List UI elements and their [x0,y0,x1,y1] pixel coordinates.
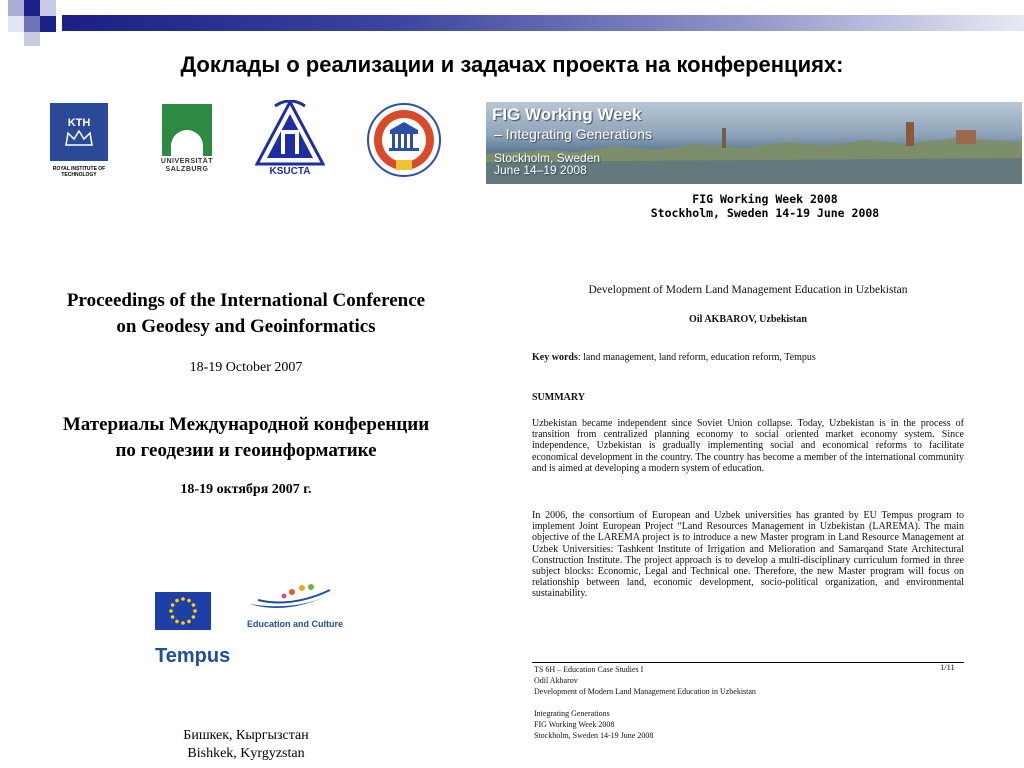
proceedings-title-en [20,288,472,340]
deco-square [24,16,40,32]
footer-rule [532,662,964,663]
footer-line: TS 6H – Education Case Studies I [534,665,644,674]
footer-line: FIG Working Week 2008 [534,720,615,729]
proceedings-title-ru [20,412,472,464]
education-culture-label: Education and Culture [247,619,344,629]
footer-line: Integrating Generations [534,709,610,718]
header-bar [62,15,1024,31]
salzburg-caption-line1: UNIVERSITÄT [160,158,214,165]
deco-square [40,16,56,32]
proceedings-title-ru-line2: по геодезии и геоинформатике [115,440,377,461]
fig-banner-city: Stockholm, Sweden [494,151,601,165]
salzburg-caption [155,158,219,174]
paper-author: Oil AKBAROV, Uzbekistan [689,314,807,325]
fig-banner-location [494,152,600,176]
city-ru: Бишкек, Кыргызстан [183,728,309,743]
fig-caption-line2: Stockholm, Sweden 14-19 June 2008 [650,206,880,220]
proceedings-date-en: 18-19 October 2007 [189,360,303,375]
university-emblem-icon [366,102,442,178]
fig-banner-subtitle: – Integrating Generations [494,126,652,142]
eu-flag-icon [155,592,211,630]
fig-banner-dates: June 14–19 2008 [494,163,587,177]
paper-title: Development of Modern Land Management Education in Uzbekistan [588,284,908,296]
summary-paragraph-2: In 2006, the consortium of European and Uzbek universities has granted by EU Tempus program to implement Joint European Project “Land Resources Management in Uzbekistan (LAREMA). The main objective of the LAREMA project is to introduce a new Master program in Land Resource Management at Uzbek Universities: Tashkent Institute of Irrigation and Melioration and Samarqand State Architectural Construction Institute. The project approach is to develop a multi-disciplinary curriculum formed in three subject blocks: Economic, Legal and Technical one. Therefore, the new Master program will focus on relationship between land, economic development, socio-political organization, and environmental sustainability. [532,510,964,600]
proceedings-title-en-line1: Proceedings of the International Conference [66,290,426,311]
paper-footer-bottom [534,708,653,741]
summary-heading: SUMMARY [532,392,585,403]
kth-logo-text: KTH [67,117,91,129]
fig-working-week-banner [486,102,1022,184]
education-culture-logo-icon [248,582,338,616]
proceedings-title-en-line2: on Geodesy and Geoinformatics [116,316,376,337]
eu-stars-icon [155,592,211,630]
fig-caption-line1: FIG Working Week 2008 [692,192,838,206]
kth-logo [50,103,108,161]
summary-paragraph-1: Uzbekistan became independent since Soviet Union collapse. Today, Uzbekistan is in the process of transition from centralized planning economy to social oriented market economy system. Since independence, Uzbekistan is gradually implementing social and economical reforms to facilitate economical development in the country. The country has become a member of the international community and is aimed at developing a modern system of education. [532,418,964,474]
ksucta-caption: KSUCTA [269,166,311,177]
paper-keywords [532,352,964,363]
slide-title: Доклады о реализации и задачах проекта на конференциях: [180,52,844,77]
footer-line: Stockholm, Sweden 14-19 June 2008 [534,731,654,740]
paper-footer-top [534,664,756,697]
salzburg-arch-shape [171,130,203,156]
deco-square [24,32,40,46]
proceedings-title-ru-line1: Материалы Международной конференции [62,414,430,435]
keywords-text: : land management, land reform, education reform, Tempus [577,352,816,363]
city-en: Bishkek, Kyrgyzstan [187,746,305,761]
deco-square [8,16,24,32]
deco-square [40,0,56,16]
crown-icon [64,129,94,147]
page-number: 1/11 [940,662,955,672]
deco-square [8,0,24,16]
keywords-label: Key words [532,352,578,363]
fig-banner-title: FIG Working Week [492,105,642,124]
kth-caption: ROYAL INSTITUTE OF TECHNOLOGY [52,166,106,178]
ksucta-logo-icon [255,100,325,166]
deco-square [24,0,40,16]
salzburg-caption-line2: SALZBURG [165,166,209,173]
footer-line: Development of Modern Land Management Education in Uzbekistan [534,687,756,696]
proceedings-date-ru: 18-19 октября 2007 г. [180,482,312,497]
tempus-label: Tempus [155,645,231,667]
footer-line: Odil Akbarov [534,676,578,685]
